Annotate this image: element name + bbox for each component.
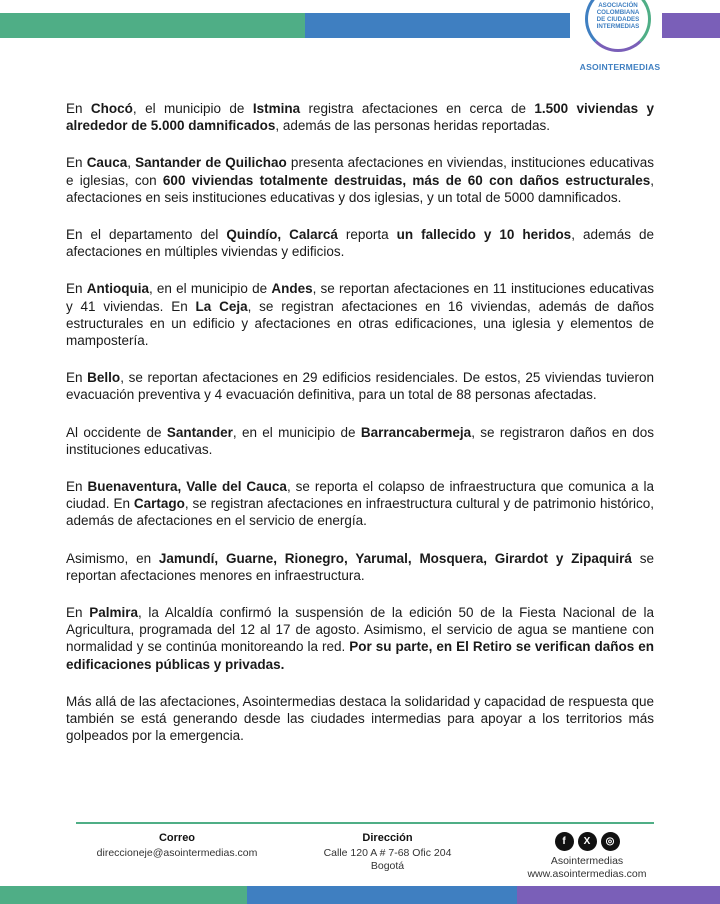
footer-divider: [76, 822, 654, 824]
instagram-icon[interactable]: ◎: [601, 832, 620, 851]
bold-text: La Ceja: [195, 298, 248, 314]
top-bar-purple: [662, 13, 720, 38]
bold-text: Santander: [166, 424, 233, 440]
bold-text: Andes: [271, 281, 313, 297]
paragraph: [66, 478, 654, 530]
text-run: ,: [127, 155, 136, 171]
x-icon[interactable]: X: [578, 832, 597, 851]
bold-text: Jamundí, Guarne, Rionegro, Yarumal, Mosquera, Girardot y Zipaquirá: [158, 550, 632, 566]
paragraph: [66, 424, 654, 458]
logo-line: COLOMBIANA: [596, 9, 640, 16]
top-bar-blue: [305, 13, 570, 38]
facebook-icon[interactable]: f: [555, 832, 574, 851]
bold-text: Istmina: [252, 101, 301, 116]
bold-text: Chocó: [90, 101, 133, 116]
text-run: En: [66, 155, 87, 171]
paragraph: [66, 369, 654, 403]
text-run: , se registraron daños en dos instituciones educativas.: [66, 424, 654, 457]
text-run: se reportan afectaciones menores en infraestructura.: [66, 550, 654, 583]
logo-line: DE CIUDADES: [596, 16, 640, 23]
website-link[interactable]: www.asointermedias.com: [527, 868, 647, 880]
text-run: En el departamento del: [66, 227, 227, 243]
text-run: En: [66, 479, 88, 495]
bottom-bar-purple: [517, 886, 720, 904]
email-label: Correo: [158, 832, 196, 844]
bold-text: 600 viviendas totalmente destruidas, más de 60 con daños estructurales: [162, 172, 651, 188]
bottom-bar-blue: [247, 886, 517, 904]
bold-text: Barrancabermeja: [360, 424, 472, 440]
document-body: [66, 100, 654, 764]
bold-text: un fallecido y 10 heridos: [396, 227, 572, 243]
text-run: Asimismo, en: [66, 550, 159, 566]
text-run: , en el municipio de: [232, 424, 361, 440]
paragraph: [66, 604, 654, 673]
text-run: registra afectaciones en cerca de: [300, 101, 535, 116]
text-run: , la Alcaldía confirmó la suspensión de la edición 50 de la Fiesta Nacional de la Agricultura, programada del 12 al 17 de agosto. Asimismo, el servicio de agua se mantiene con normalidad y se continúa monitoreando la red.: [66, 605, 654, 655]
footer-email: [82, 832, 272, 860]
bold-text: Antioquia: [86, 281, 149, 297]
social-icons: [512, 832, 662, 851]
paragraph: [66, 226, 654, 260]
address-label: Dirección: [362, 832, 413, 844]
text-run: , se reportan afectaciones en 29 edificios residenciales. De estos, 25 viviendas tuvieron evacuación preventiva y 4 evacuación definitiva, para un total de 88 personas afectadas.: [66, 370, 655, 403]
logo-line: ASOCIACIÓN: [598, 2, 638, 9]
address-line: Calle 120 A # 7-68 Ofic 204: [323, 847, 452, 859]
text-run: , el municipio de: [132, 101, 253, 116]
bold-text: Por su parte, en El Retiro se verifican daños en edificaciones públicas y privadas.: [66, 639, 654, 672]
text-run: En: [66, 370, 88, 386]
bold-text: Cauca: [86, 155, 128, 171]
paragraph: [66, 100, 654, 134]
logo-text: [585, 2, 651, 30]
email-link[interactable]: direccioneje@asointermedias.com: [96, 847, 258, 859]
logo-name: ASOINTERMEDIAS: [579, 62, 661, 72]
text-run: , se reportan afectaciones en 11 instituciones educativas y 41 viviendas. En: [66, 281, 654, 314]
text-run: reporta: [337, 227, 397, 243]
text-run: , en el municipio de: [148, 281, 272, 297]
bold-text: Santander de Quilichao: [135, 155, 287, 171]
paragraph: [66, 550, 654, 584]
paragraph: [66, 693, 654, 745]
bold-text: Palmira: [89, 605, 138, 621]
bottom-bar-green: [0, 886, 247, 904]
paragraph: [66, 280, 654, 349]
bold-text: Cartago: [133, 496, 185, 512]
text-run: En: [66, 101, 91, 116]
text-run: , además de las personas heridas reportadas.: [275, 118, 551, 134]
text-run: , se registran afectaciones en infraestructura cultural y de patrimonio histórico, además de afectaciones en el servicio de energía.: [66, 496, 654, 529]
social-name: Asointermedias: [550, 855, 624, 867]
bold-text: 1.500 viviendas y alrededor de 5.000 damnificados: [66, 101, 654, 134]
asointermedias-logo: [575, 0, 665, 80]
address-city: Bogotá: [370, 860, 405, 872]
logo-line: INTERMEDIAS: [596, 23, 640, 30]
text-run: , se registran afectaciones en 16 viviendas, además de daños estructurales en un edificio y afectaciones en otras edificaciones, una iglesia y elementos de mampostería.: [66, 298, 654, 349]
text-run: , además de afectaciones en múltiples viviendas y edificios.: [66, 227, 654, 260]
text-run: Al occidente de: [66, 424, 167, 440]
text-run: Más allá de las afectaciones, Asointermedias destaca la solidaridad y capacidad de respuesta que también se está generando desde las ciudades intermedias para apoyar a los territorios más golpeados por la emergencia.: [66, 693, 654, 744]
text-run: presenta afectaciones en viviendas, instituciones educativas e iglesias, con: [66, 155, 654, 188]
footer-address: [305, 832, 470, 873]
footer-social: [512, 832, 662, 881]
top-bar-green: [0, 13, 305, 38]
text-run: , afectaciones en seis instituciones educativas y dos iglesias, y un total de 5000 damnificados.: [66, 172, 654, 205]
paragraph: [66, 154, 654, 206]
text-run: , se reporta el colapso de infraestructura que comunica a la ciudad. En: [66, 479, 654, 512]
bold-text: Quindío, Calarcá: [226, 227, 338, 243]
text-run: En: [66, 605, 90, 621]
bold-text: Buenaventura, Valle del Cauca: [87, 479, 287, 495]
text-run: En: [66, 281, 87, 297]
bold-text: Bello: [87, 370, 121, 386]
